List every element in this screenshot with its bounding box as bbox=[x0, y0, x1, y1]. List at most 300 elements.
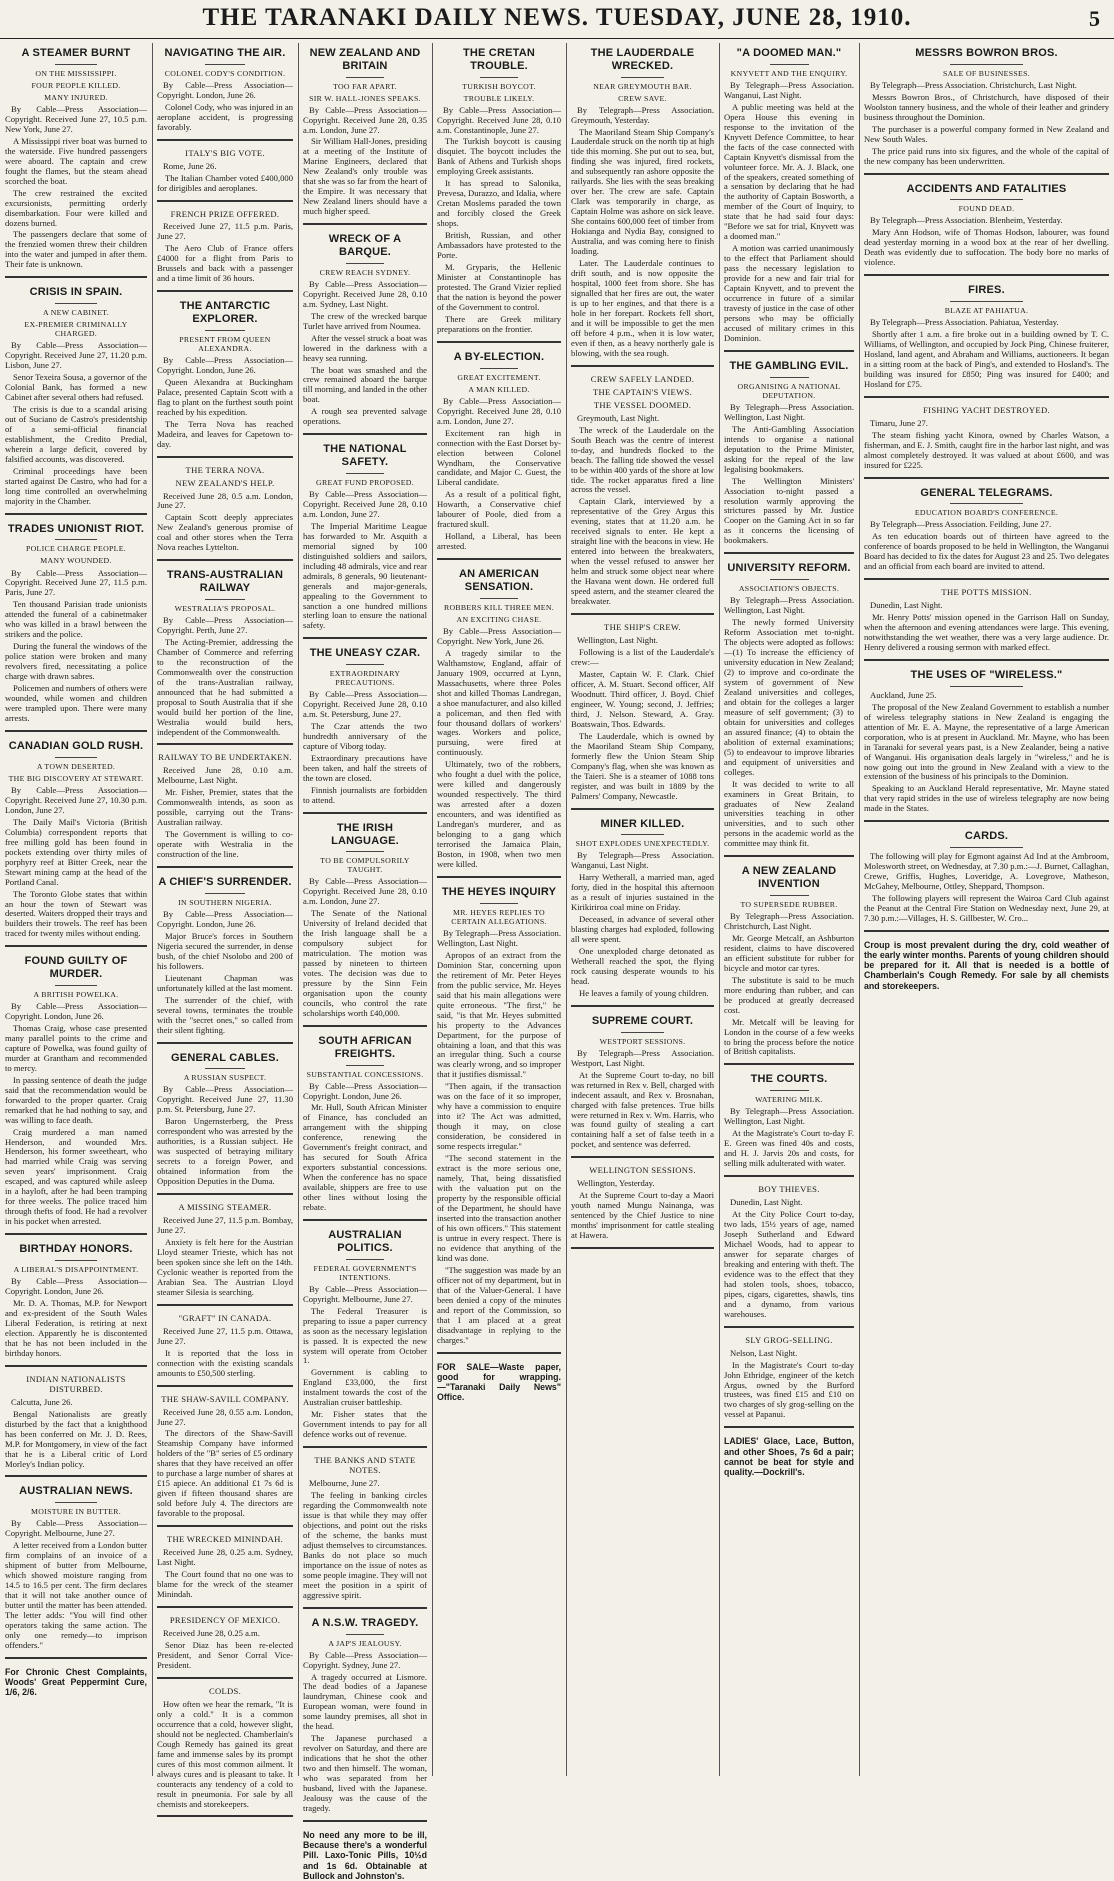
article-divider bbox=[864, 173, 1109, 175]
article-paragraph: Received June 28, 0.10 a.m. Melbourne, Last Night. bbox=[157, 765, 293, 786]
article-paragraph: Mr. D. A. Thomas, M.P. for Newport and ex-president of the South Wales Liberal Federation, is retiring at next election. Apparently he is discontented that he has not been included in the birthday honors. bbox=[5, 1297, 147, 1358]
article-subheading: CREW SAVE. bbox=[618, 93, 667, 103]
article-subheading: FOUR PEOPLE KILLED. bbox=[31, 80, 121, 90]
article-paragraph: The directors of the Shaw-Savill Steamship Company have informed holders of the "B" series of £5 ordinary shares that they have received an offer to purchase a large number of shares at £15 apiece. An additional £1 7s 6d is given if fifteen thousand shares are sold before July 4. The directors are favorable to the proposal. bbox=[157, 1428, 293, 1519]
article-headline: AN AMERICAN SENSATION. bbox=[458, 568, 539, 593]
headline-rule bbox=[55, 539, 98, 540]
article-subheading: A BRITISH POWELKA. bbox=[33, 989, 119, 999]
article bbox=[571, 47, 714, 367]
article-paragraph: By Telegraph—Press Association. Wellington, Last Night. bbox=[724, 401, 854, 422]
article-paragraph: The feeling in banking circles regarding the Commonwealth note issue is that while they may offer objections, and point out the risks of the scheme, the banks must adjust themselves to circumstances. Banks do not place so much importance on the issue of notes as some people imagine. They will not meet the position in a spirit of aggressive spirit. bbox=[303, 1490, 427, 1600]
article-paragraph: The Toronto Globe states that within an hour the town of Stewart was deserted. Waiters dropped their trays and builders their trowels. The reef has been traced for twenty miles without ending. bbox=[5, 888, 147, 939]
advertisement: FOR SALE—Waste paper, good for wrapping.—"Taranaki Daily News" Office. bbox=[437, 1361, 561, 1403]
article bbox=[157, 149, 293, 202]
article-subheading: EDUCATION BOARD'S CONFERENCE. bbox=[914, 508, 1059, 518]
article bbox=[5, 523, 147, 732]
article-paragraph: Messrs Bowron Bros., of Christchurch, have disposed of their Woolston tannery business, and the whole of their leather and grindery business throughout the Dominion. bbox=[864, 91, 1109, 122]
article-divider bbox=[437, 341, 561, 343]
article-paragraph: Queen Alexandra at Buckingham Palace, presented Captain Scott with a flag to plant on the furthest south point reached by his expedition. bbox=[157, 376, 293, 417]
headline-rule bbox=[55, 985, 98, 986]
article-paragraph: The wreck of the Lauderdale on the South Beach was the centre of interest to-day, and hundreds flocked to the beach. The falling tide showed the vessel to be within 400 yards of the shore at low tide. The rocket apparatus fired a line across the vessel. bbox=[571, 424, 714, 495]
article bbox=[157, 466, 293, 562]
news-column bbox=[432, 43, 566, 1776]
article-divider bbox=[157, 200, 293, 202]
article-subheading: THE BANKS AND STATE NOTES. bbox=[314, 1455, 416, 1476]
article-paragraph: The surrender of the chief, with several towns, terminates the trouble with the "secret ones," so called from their silent fighting. bbox=[157, 994, 293, 1035]
article-subheading: ITALY'S BIG VOTE. bbox=[185, 147, 265, 158]
headline-rule bbox=[346, 77, 383, 78]
headline-rule bbox=[346, 1259, 383, 1260]
article-subheading: THE SHAW-SAVILL COMPANY. bbox=[161, 1393, 289, 1404]
article-subheading: SHOT EXPLODES UNEXPECTEDLY. bbox=[575, 839, 710, 849]
column-rule bbox=[152, 43, 153, 1776]
article-paragraph: Shortly after 1 a.m. a fire broke out in a building owned by T. C. Williams, of Wellington, and occupied by Jock Ping, Chinese fruiterer, Hosland, land agent, and Abraham and Williams, auctioneers. It began in a sitting room at the back of Ping's, and extended to Hosland's. The building was insured for £850; Ping was insured for £400; and Hosland for £75. bbox=[864, 328, 1109, 389]
article bbox=[864, 183, 1109, 277]
article-paragraph: Timaru, June 27. bbox=[870, 417, 928, 428]
article-paragraph: By Cable—Press Association—Copyright. Received June 27, 11.5 p.m. Paris, June 27. bbox=[5, 567, 147, 598]
article bbox=[157, 1052, 293, 1195]
article-paragraph: Colonel Cody, who was injured in an aeroplane accident, is progressing favorably. bbox=[157, 101, 293, 132]
article-subheading: EXTRAORDINARY PRECAUTIONS. bbox=[329, 669, 401, 688]
news-column bbox=[0, 43, 152, 1776]
article-subheading: SALE OF BUSINESSES. bbox=[943, 68, 1030, 78]
article-paragraph: Received June 28, 0.25 a.m. Sydney, Last Night. bbox=[157, 1547, 293, 1568]
article-paragraph: Bengal Nationalists are greatly disturbed by the fact that a knighthood has been conferred on Mr. J. D. Rees, M.P. for Montgomery, in view of the fact that he is a Liberal critic of Lord Morley's Indian policy. bbox=[5, 1408, 147, 1469]
masthead bbox=[0, 0, 1114, 39]
article-paragraph: By Cable—Press Association—Copyright. Received June 27, 11.30 p.m. St. Petersburg, June 27. bbox=[157, 1084, 293, 1115]
article-paragraph: Ten thousand Parisian trade unionists attended the funeral of a cabinetmaker who was killed in a brawl between the strikers and the police. bbox=[5, 599, 147, 640]
article-divider bbox=[571, 365, 714, 367]
article-headline: A NEW ZEALAND INVENTION bbox=[741, 865, 837, 891]
article-subheading: MANY INJURED. bbox=[44, 92, 108, 102]
article-paragraph: By Telegraph—Press Association. Pahiatua, Yesterday. bbox=[870, 316, 1059, 327]
article bbox=[864, 487, 1109, 581]
article-divider bbox=[864, 820, 1109, 822]
article-divider bbox=[157, 866, 293, 868]
article-divider bbox=[864, 396, 1109, 398]
headline-rule bbox=[205, 1068, 246, 1069]
article-paragraph: The Wellington Ministers' Association to-night passed a resolution warmly approving the strictures passed by Mr. Justice Cooper on the Gaming Act in so far as it concerns the licensing of bookmakers. bbox=[724, 475, 854, 546]
column-rule bbox=[432, 43, 433, 1776]
article-subheading: AN EXCITING CHASE. bbox=[456, 614, 542, 624]
article-paragraph: "Then again, if the transaction was on the face of it so improper, why have a commission to enquire into it? The Act was admitted, though it may, on close consideration, be considered in some respects irregular." bbox=[437, 1081, 561, 1152]
article-paragraph: Apropos of an extract from the Dominion Star, concerning upon the retirement of Mr. Peter Heyes from the public service, Mr. Heyes said that his main allegations were quite erroneous. "The first," he said, "is that Mr. Heyes submitted his property to the Advances Department, for the purpose of obtaining a loan, and that this was an irregular thing. Such a course was clearly wrong, and so improper that it justifies dismissal." bbox=[437, 949, 561, 1080]
article bbox=[437, 886, 561, 1354]
article-paragraph: The Maoriland Steam Ship Company's Lauderdale struck on the north tip at high tide this morning. She put out to sea, but, finding she was injured, fired rockets, and subsequently ran ashore opposite the railyards. She lies with the seas breaking over her. The crew are safe. Captain Clark was temporarily in charge, as Captain Holme was ashore on sick leave. She contains 600,000 feet of timber from Hokianga and Nydia Bay, consigned to Australia, and was coming here to finish loading. bbox=[571, 126, 714, 257]
article bbox=[5, 740, 147, 947]
article-paragraph: The Acting-Premier, addressing the Chamber of Commerce and referring to the reconstruction of the Commonwealth over the construction of the trans-Australian railway, announced that he had submitted a proposal to South Australia that if she would build her portion of the line, Westralia would build hers, independent of the Commonwealth. bbox=[157, 636, 293, 737]
article-paragraph: The Turkish boycott is causing disquiet. The boycott includes the Bank of Athens and Turkish shops employing Greek assistants. bbox=[437, 136, 561, 177]
article-subheading: GREAT EXCITEMENT. bbox=[457, 372, 541, 382]
article bbox=[571, 375, 714, 615]
article-divider bbox=[157, 1385, 293, 1387]
article bbox=[864, 588, 1109, 661]
article-paragraph: By Cable—Press Association—Copyright. Perth, June 27. bbox=[157, 614, 293, 635]
article-subheading: IN SOUTHERN NIGERIA. bbox=[178, 897, 272, 907]
article-paragraph: By Cable—Press Association—Copyright. Received June 28, 0.10 a.m. London, June 27. bbox=[303, 876, 427, 907]
article-paragraph: Mr. Henry Potts' mission opened in the Garrison Hall on Sunday, when the afternoon and evening attendances were large. This evening, notwithstanding the wet weather, there was a very large audience. Dr. Henry delivered a rousing sermon with marked effect. bbox=[864, 612, 1109, 652]
article-paragraph: Master, Captain W. F. Clark. Chief officer, A. M. Stuart. Second officer, Alf Woodnutt. Third officer, J. Boyd. Chief engineer, W. Young; second, J. Jeffries; third, J. Nelson. Steward, A. Gray. Boatswain, Thos. Edwards. bbox=[571, 668, 714, 729]
article-subheading: KNYVETT AND THE ENQUIRY. bbox=[730, 68, 848, 78]
article-paragraph: By Telegraph—Press Association. Feilding, June 27. bbox=[870, 519, 1052, 530]
article-divider bbox=[157, 1525, 293, 1527]
article-paragraph: "The suggestion was made by an officer not of my department, but in that of the Valuer-General. I have been denied a copy of the minutes and report of the Commission, so that I am placed at a great disadvantage in replying to the charges." bbox=[437, 1264, 561, 1345]
article-subheading: BOY THIEVES. bbox=[758, 1184, 820, 1195]
article bbox=[864, 669, 1109, 822]
article-paragraph: Harry Wetherall, a married man, aged forty, died in the hospital this afternoon as a result of injuries sustained in the Kirikiriroa coal mine on Friday. bbox=[571, 872, 714, 913]
page-number: 5 bbox=[1089, 6, 1100, 31]
article bbox=[157, 47, 293, 141]
article-paragraph: The crew restrained the excited excursionists, permitting orderly disembarkation. Four were killed and dozens burned. bbox=[5, 187, 147, 228]
article-subheading: ON THE MISSISSIPPI. bbox=[35, 68, 117, 78]
article-headline: CARDS. bbox=[964, 830, 1009, 843]
article-paragraph: It was decided to write to all examiners in Great Britain, to graduates of New Zealand universities teaching in other universities, and to such other persons in the academic world as the committee may think fit. bbox=[724, 778, 854, 849]
article bbox=[437, 47, 561, 343]
article bbox=[864, 284, 1109, 398]
headline-rule bbox=[950, 199, 1024, 200]
article-subheading: ORGANISING A NATIONAL DEPUTATION. bbox=[737, 381, 841, 400]
article-headline: THE ANTARCTIC EXPLORER. bbox=[179, 300, 271, 326]
article bbox=[5, 1243, 147, 1367]
article-paragraph: Lieutenant Chapman was unfortunately killed at the last moment. bbox=[157, 972, 293, 993]
article-divider bbox=[5, 276, 147, 278]
advertisement: For Chronic Chest Complaints, Woods' Great Peppermint Cure, 1/6, 2/6. bbox=[5, 1666, 147, 1698]
article-subheading: BLAZE AT PAHIATUA. bbox=[944, 305, 1029, 315]
article-headline: A STEAMER BURNT bbox=[21, 47, 131, 59]
article-paragraph: Sir William Hall-Jones, presiding at a meeting of the Institute of Marine Engineers, declared that New Zealand's only trouble was that she was so far from the heart of the Empire. It was necessary that New Zealand liners should have a much higher speed. bbox=[303, 136, 427, 217]
article-paragraph: Calcutta, June 26. bbox=[11, 1396, 73, 1407]
article-subheading: MANY WOUNDED. bbox=[40, 556, 112, 566]
headline-rule bbox=[205, 64, 246, 65]
article bbox=[157, 876, 293, 1043]
article-subheading: GREAT FUND PROPOSED. bbox=[316, 477, 414, 487]
article-paragraph: By Cable—Press Association—Copyright. London, June 26. bbox=[157, 79, 293, 100]
article-divider bbox=[157, 139, 293, 141]
article-subheading: THE TERRA NOVA. bbox=[185, 464, 265, 475]
news-column bbox=[152, 43, 298, 1809]
article-subheading: NEAR GREYMOUTH BAR. bbox=[593, 81, 692, 91]
headline-rule bbox=[950, 686, 1024, 687]
article-subheading: POLICE CHARGE PEOPLE. bbox=[25, 544, 127, 554]
article bbox=[724, 865, 854, 1065]
article-paragraph: Auckland, June 25. bbox=[870, 689, 937, 700]
article-paragraph: A tragedy occurred at Lismore. The dead bodies of a Japanese laundryman, Chinese cook and European woman, were found in some laundry premises, all shot in the head. bbox=[303, 1671, 427, 1732]
headline-rule bbox=[480, 903, 517, 904]
article bbox=[571, 623, 714, 809]
column-rule bbox=[566, 43, 567, 1776]
article bbox=[5, 47, 147, 278]
article-divider bbox=[303, 637, 427, 639]
article-paragraph: In the Magistrate's Court to-day John Ethridge, engineer of the ketch Argus, owned by the Burford trustees, was fined £15 and £10 on two charges of sly grog-selling on the vessel at Papanui. bbox=[724, 1359, 854, 1420]
article-subheading: THE WRECKED MININDAH. bbox=[166, 1534, 284, 1545]
article-paragraph: Received June 27, 11.5 p.m. Bombay, June 27. bbox=[157, 1215, 293, 1235]
article-headline: CANADIAN GOLD RUSH. bbox=[8, 740, 144, 753]
article-paragraph: The crisis is due to a scandal arising out of Suciano de Castro's presidentship of a semi-official financial establishment, the Credito Predial, wherein a large deficit, covered by falsified accounts, was discovered. bbox=[5, 404, 147, 464]
headline-rule bbox=[346, 851, 383, 852]
article-headline: A N.S.W. TRAGEDY. bbox=[311, 1616, 419, 1629]
article-paragraph: By Cable—Press Association—Copyright. London, June 26. bbox=[303, 1080, 427, 1101]
headline-rule bbox=[205, 599, 246, 600]
article-subheading: MOISTURE IN BUTTER. bbox=[31, 1507, 121, 1517]
article-subheading: TURKISH BOYCOT. bbox=[462, 81, 536, 91]
article-divider bbox=[157, 1815, 293, 1817]
headline-rule bbox=[770, 377, 809, 378]
article bbox=[724, 562, 854, 857]
article-divider bbox=[571, 613, 714, 615]
article-divider bbox=[724, 1063, 854, 1065]
article-paragraph: By Cable—Press Association—Copyright. Received June 27, 11.20 p.m. Lisbon, June 27. bbox=[5, 340, 147, 371]
article-divider bbox=[437, 1352, 561, 1354]
headline-rule bbox=[770, 895, 809, 896]
article-paragraph: A letter received from a London butter firm complains of an invoice of a shipment of butter from Melbourne, which showed moisture ranging from 14.5 to 16.5 per cent. The firm declares that it will not take another ounce of butter until the matter has been attended. The letter adds: "You will find other operators taking the same action. The only one remedy—to imprison offenders." bbox=[5, 1540, 147, 1650]
headline-rule bbox=[621, 834, 664, 835]
article-subheading: COLDS. bbox=[208, 1685, 242, 1696]
article-divider bbox=[864, 930, 1109, 932]
article-subheading: MR. HEYES REPLIES TO CERTAIN ALLEGATIONS. bbox=[451, 907, 547, 926]
column-rule bbox=[298, 43, 299, 1776]
article-paragraph: By Cable—Press Association—Copyright. London, June 26. bbox=[157, 908, 293, 929]
article bbox=[571, 818, 714, 1007]
article-paragraph: Captain Clark, interviewed by a representative of the Grey Argus this evening, states that at 11.20 a.m. he received signals to enter. He kept a straight line with the beacons in view. He entered into between the breakwaters, when the vessel refused to answer her helm and struck some object near where the Havana went down. He ordered full speed astern, and the steamer cleared the breakwater. bbox=[571, 496, 714, 607]
article-paragraph: A Mississippi river boat was burned to the waterside. Five hundred passengers were aboard. The captain and crew fought the flames, but the steam ahead scorched the boat. bbox=[5, 135, 147, 186]
article-paragraph: The Court found that no one was to blame for the wreck of the steamer Minindah. bbox=[157, 1569, 293, 1600]
article-headline: THE HEYES INQUIRY bbox=[441, 886, 557, 899]
article-paragraph: By Telegraph—Press Association. Blenheim, Yesterday. bbox=[870, 215, 1063, 226]
article bbox=[724, 360, 854, 554]
article-subheading: SUBSTANTIAL CONCESSIONS. bbox=[306, 1069, 424, 1079]
article-divider bbox=[571, 1005, 714, 1007]
article-headline: THE IRISH LANGUAGE. bbox=[331, 821, 399, 847]
headline-rule bbox=[55, 757, 98, 758]
article-paragraph: Wellington, Last Night. bbox=[577, 635, 658, 646]
article-subheading: FRENCH PRIZE OFFERED. bbox=[170, 208, 280, 219]
article-paragraph: Greymouth, Last Night. bbox=[577, 412, 660, 423]
article-paragraph: How often we hear the remark, "It is only a cold." It is a common occurrence that a cold, however slight, should not be neglected. Chamberlain's Cough Remedy has gained its great fame and immense sales by its prompt cures of this most common ailment. It always cures and is pleasant to take. It counteracts any tendency of a cold to result in pneumonia. For sale by all chemists and storekeepers. bbox=[157, 1698, 293, 1809]
article-divider bbox=[157, 1606, 293, 1608]
article-paragraph: Holland, a Liberal, has been arrested. bbox=[437, 531, 561, 552]
article-paragraph: Finnish journalists are forbidden to attend. bbox=[303, 784, 427, 805]
article bbox=[571, 1166, 714, 1249]
article-headline: A BY-ELECTION. bbox=[453, 350, 545, 363]
headline-rule bbox=[770, 1090, 809, 1091]
article-subheading: THE SHIP'S CREW. bbox=[604, 622, 681, 633]
article bbox=[157, 1314, 293, 1387]
article-divider bbox=[5, 513, 147, 515]
article-divider bbox=[437, 876, 561, 878]
article-paragraph: Received June 27, 11.5 p.m. Paris, June 27. bbox=[157, 221, 293, 242]
article-subheading: THE CAPTAIN'S VIEWS. bbox=[592, 386, 693, 397]
article-paragraph: By Telegraph—Press Association. Wellington, Last Night. bbox=[724, 595, 854, 616]
article-paragraph: The passengers declare that some of the frenzied women threw their children into the water and jumped in after them. Their fate is unknown. bbox=[5, 229, 147, 270]
article bbox=[303, 233, 427, 435]
article-paragraph: By Cable—Press Association—Copyright. Received June 28, 0.10 a.m. Constantinople, June 27. bbox=[437, 104, 561, 135]
article-paragraph: By Telegraph—Press Association. Westport, Last Night. bbox=[571, 1047, 714, 1068]
article-paragraph: Anxiety is felt here for the Austrian Lloyd steamer Trieste, which has not been spoken since she left on the 14th. Cyclonic weather is reported from the Arabian Sea. The Austrian Lloyd steamer Silesia is searching. bbox=[157, 1236, 293, 1297]
headline-rule bbox=[346, 1065, 383, 1066]
article-subheading: WELLINGTON SESSIONS. bbox=[589, 1165, 696, 1176]
headline-rule bbox=[480, 598, 517, 599]
article-paragraph: The Government is willing to co-operate with Westralia in the construction of the line. bbox=[157, 829, 293, 860]
article bbox=[303, 1229, 427, 1448]
article-paragraph: The substitute is said to be much more enduring than rubber, and can be produced at greatly decreased cost. bbox=[724, 974, 854, 1015]
article-paragraph: The price paid runs into six figures, and the whole of the capital of the new company has been underwritten. bbox=[864, 145, 1109, 166]
article-divider bbox=[864, 477, 1109, 479]
article-paragraph: As ten education boards out of thirteen have agreed to the conference of boards proposed to be held in Wellington, the Wanganui Board has decided to fix the dates for August 23 and 25. Two delegates and an official from each board are invited to attend. bbox=[864, 531, 1109, 572]
article-subheading: A JAP'S JEALOUSY. bbox=[328, 1638, 402, 1648]
article-paragraph: During the funeral the windows of the police station were broken and many revolvers fired, necessitating a police charge with drawn sabres. bbox=[5, 641, 147, 682]
article-paragraph: After the vessel struck a boat was lowered in the darkness with a heavy sea running. bbox=[303, 332, 427, 363]
article-paragraph: Received June 28, 0.55 a.m. London, June 27. bbox=[157, 1406, 293, 1427]
article-paragraph: British, Russian, and other Ambassadors have protested to the Porte. bbox=[437, 230, 561, 261]
article-divider bbox=[5, 1365, 147, 1367]
article-paragraph: By Telegraph—Press Association. Wanganui, Last Night. bbox=[571, 850, 714, 871]
article-divider bbox=[157, 1193, 293, 1195]
article-headline: THE UNEASY CZAR. bbox=[309, 647, 421, 660]
article-paragraph: Received June 28, 0.5 a.m. London, June 27. bbox=[157, 490, 293, 511]
article-divider bbox=[864, 274, 1109, 276]
article-paragraph: The Czar attends the two hundredth anniversary of the capture of Viborg today. bbox=[303, 721, 427, 752]
article bbox=[303, 822, 427, 1027]
article-divider bbox=[303, 433, 427, 435]
article-paragraph: A public meeting was held at the Opera House this evening in response to the invitation of the Knyvett Defence Committee, to hear the facts of the case connected with Captain Knyvett's dismissal from the volunteer force. Mr. A. J. Black, one of the speakers, created something of a sensation by declaring that he had the authority of Captain Bosworth, a member of the Court of Inquiry, to state that he had said four days: "Before we sat for trial, Knyvett was a doomed man." bbox=[724, 101, 854, 242]
headline-rule bbox=[55, 1502, 98, 1503]
article-headline: TRADES UNIONIST RIOT. bbox=[7, 522, 145, 535]
article-headline: FIRES. bbox=[968, 284, 1005, 297]
article-paragraph: By Telegraph—Press Association. Greymouth, Yesterday. bbox=[571, 104, 714, 125]
article-paragraph: The Italian Chamber voted £400,000 for dirigibles and aeroplanes. bbox=[157, 172, 293, 193]
article-headline: "A DOOMED MAN." bbox=[736, 47, 842, 59]
headline-rule bbox=[770, 64, 809, 65]
article-headline: NEW ZEALAND AND BRITAIN bbox=[309, 47, 421, 72]
article-headline: ACCIDENTS AND FATALITIES bbox=[906, 182, 1067, 195]
headline-rule bbox=[55, 303, 98, 304]
article-paragraph: The steam fishing yacht Kinora, owned by Charles Watson, a fisherman, and E. J. Smith, caught fire in the harbor last night, and was almost completely destroyed. It was valued at about £600, and was insured for £225. bbox=[864, 429, 1109, 470]
article-divider bbox=[157, 559, 293, 561]
article-divider bbox=[724, 1426, 854, 1428]
article-subheading: RAILWAY TO BE UNDERTAKEN. bbox=[158, 752, 292, 763]
article-subheading: FOUND DEAD. bbox=[958, 204, 1015, 214]
article-paragraph: The Daily Mail's Victoria (British Columbia) correspondent reports that free milling gold has been found in pockets extending over thirty miles of porphyry reef at Bitter Creek, near the Stewart mining camp at the head of the Portland Canal. bbox=[5, 816, 147, 887]
article bbox=[157, 753, 293, 868]
headline-rule bbox=[346, 1634, 383, 1635]
article bbox=[571, 1015, 714, 1158]
article-divider bbox=[724, 350, 854, 352]
article-paragraph: Mary Ann Hodson, wife of Thomas Hodson, labourer, was found dead yesterday morning in a wood box at the rear of her dwelling. Death was evidently due to suffocation. The body bore no marks of violence. bbox=[864, 227, 1109, 268]
article-subheading: NEW ZEALAND'S HELP. bbox=[175, 477, 275, 488]
article-headline: THE LAUDERDALE WRECKED. bbox=[590, 47, 695, 72]
article-paragraph: The Terra Nova has reached Madeira, and leaves for Capetown to-day. bbox=[157, 418, 293, 449]
article-divider bbox=[864, 659, 1109, 661]
article bbox=[157, 1395, 293, 1528]
article-paragraph: Major Bruce's forces in Southern Nigeria secured the surrender, in dense bush, of the chief Nsolobo and 200 of his followers. bbox=[157, 930, 293, 971]
article-subheading: SIR W. HALL-JONES SPEAKS. bbox=[309, 93, 421, 103]
article bbox=[5, 1485, 147, 1658]
article-paragraph: Nelson, Last Night. bbox=[730, 1347, 798, 1358]
article-paragraph: Received June 27, 11.5 p.m. Ottawa, June 27. bbox=[157, 1325, 293, 1346]
article-paragraph: Excitement ran high in connection with the East Dorset by-election between Colonel Wyndham, the Conservative candidate, and Major C. Guest, the Liberal candidate. bbox=[437, 427, 561, 488]
article-divider bbox=[5, 945, 147, 947]
article-paragraph: By Cable—Press Association—Copyright. Received June 27, 10.5 p.m. New York, June 27. bbox=[5, 103, 147, 134]
headline-rule bbox=[346, 473, 383, 474]
article-paragraph: A motion was carried unanimously to the effect that Parliament should pass the necessary legislation to provide for a new and fair trial for Captain Knyvett, and to prevent the occurrence in future of a similar travesty of justice in the case of other persons who may be officially accused of military crimes in this Dominion. bbox=[724, 243, 854, 343]
article-headline: CRISIS IN SPAIN. bbox=[29, 286, 123, 299]
article bbox=[157, 300, 293, 457]
article-divider bbox=[571, 1156, 714, 1158]
article-paragraph: By Cable—Press Association—Copyright. Received June 28, 0.10 a.m. St. Petersburg, June 27. bbox=[303, 689, 427, 720]
article-paragraph: Government is cabling to England £33,000, the first instalment towards the cost of the Australian cruiser battleship. bbox=[303, 1367, 427, 1408]
article-paragraph: By Telegraph—Press Association. Christchurch, Last Night. bbox=[724, 910, 854, 931]
headline-rule bbox=[950, 301, 1024, 302]
article-subheading: "GRAFT" IN CANADA. bbox=[178, 1312, 272, 1323]
article-divider bbox=[157, 1677, 293, 1679]
article bbox=[303, 47, 427, 225]
article-headline: THE COURTS. bbox=[750, 1073, 828, 1086]
advertisement: Croup is most prevalent during the dry, cold weather of the early winter months. Parents of young children should be prepared for it. All that is needed is a bottle of Chamberlain's Cough Remedy. For sale by all chemists and storekeepers. bbox=[864, 939, 1109, 991]
article-headline: SUPREME COURT. bbox=[591, 1014, 694, 1027]
article-paragraph: Extraordinary precautions have been taken, and half the streets of the town are closed. bbox=[303, 753, 427, 783]
article-divider bbox=[5, 730, 147, 732]
article-paragraph: The crew of the wrecked barque Turlet have arrived from Noumea. bbox=[303, 310, 427, 331]
article-paragraph: The Aero Club of France offers £4000 for a flight from Paris to Brussels and back with a passenger and a time limit of 36 hours. bbox=[157, 243, 293, 284]
article-paragraph: By Cable—Press Association—Copyright. London, June 26. bbox=[5, 1276, 147, 1296]
article bbox=[724, 1185, 854, 1328]
article-subheading: WESTRALIA'S PROPOSAL. bbox=[174, 603, 276, 613]
article-headline: FOUND GUILTY OF MURDER. bbox=[24, 955, 128, 981]
article-paragraph: Criminal proceedings have been started against De Castro, who had for a long time controlled an overwhelming majority in the Chamber. bbox=[5, 465, 147, 506]
article-divider bbox=[157, 456, 293, 458]
article bbox=[157, 1616, 293, 1679]
article-subheading: WATERING MILK. bbox=[755, 1095, 823, 1105]
article-divider bbox=[5, 1475, 147, 1477]
headline-rule bbox=[950, 64, 1024, 65]
article-paragraph: It is reported that the loss in connection with the existing scandals amounts to £50,500 sterling. bbox=[157, 1347, 293, 1378]
article-paragraph: Captain Scott deeply appreciates New Zealand's generous promise of coal and other stores when the Terra Nova reaches Lyttelton. bbox=[157, 512, 293, 553]
article-divider bbox=[303, 223, 427, 225]
article-subheading: TO BE COMPULSORILY TAUGHT. bbox=[320, 856, 410, 875]
article-headline: A CHIEF'S SURRENDER. bbox=[158, 876, 292, 889]
news-column bbox=[719, 43, 859, 1776]
headline-rule bbox=[346, 664, 383, 665]
news-column bbox=[859, 43, 1114, 1776]
article-subheading: EX-PREMIER CRIMINALLY CHARGED. bbox=[24, 320, 128, 339]
article bbox=[5, 286, 147, 514]
article-headline: GENERAL CABLES. bbox=[171, 1051, 279, 1064]
article-paragraph: The Federal Treasurer is preparing to issue a paper currency as soon as the necessary legislation is passed. It is expected the new system will operate from October 1. bbox=[303, 1305, 427, 1366]
article-headline: THE USES OF "WIRELESS." bbox=[910, 668, 1063, 681]
article-divider bbox=[157, 290, 293, 292]
article-subheading: PRESIDENCY OF MEXICO. bbox=[169, 1615, 281, 1625]
article-divider bbox=[724, 1326, 854, 1328]
article-subheading: INDIAN NATIONALISTS DISTURBED. bbox=[26, 1373, 126, 1394]
article-paragraph: Thomas Craig, whose case presented many parallel points to the crime and capture of Powelka, was found guilty of murder at Grantham and recommended to mercy. bbox=[5, 1022, 147, 1073]
article-paragraph: Senor Diaz has been re-elected President, and Senor Corral Vice-President. bbox=[157, 1639, 293, 1670]
article-divider bbox=[724, 552, 854, 554]
article-paragraph: The Japanese purchased a revolver on Saturday, and there are indications that he shot the other two and then himself. The woman, who was separated from her husband, lived with the Japanese. Jealousy was the cause of the tragedy. bbox=[303, 1733, 427, 1814]
article-paragraph: Baron Ungernsterberg, the Press correspondent who was arrested by the authorities, is a Russian subject. He was suspected of betraying military secrets to a foreign Power, and obtained information from the Opposition Deputies in the Duma. bbox=[157, 1116, 293, 1187]
article-divider bbox=[5, 1657, 147, 1659]
article-divider bbox=[303, 1607, 427, 1609]
article-divider bbox=[303, 1025, 427, 1027]
headline-rule bbox=[621, 1032, 664, 1033]
article-paragraph: By Cable—Press Association—Copyright. Received June 28, 0.10 a.m. Sydney, Last Night. bbox=[303, 278, 427, 309]
headline-rule bbox=[950, 503, 1024, 504]
column-rule bbox=[859, 43, 860, 1776]
article-subheading: A RUSSIAN SUSPECT. bbox=[183, 1073, 267, 1083]
article bbox=[303, 1617, 427, 1822]
advertisement: LADIES' Glace, Lace, Button, and other Shoes, 7s 6d a pair; cannot be beat for style and quality.—Dockrill's. bbox=[724, 1436, 854, 1477]
article bbox=[157, 569, 293, 745]
article-subheading: PRESENT FROM QUEEN ALEXANDRA. bbox=[179, 334, 271, 353]
